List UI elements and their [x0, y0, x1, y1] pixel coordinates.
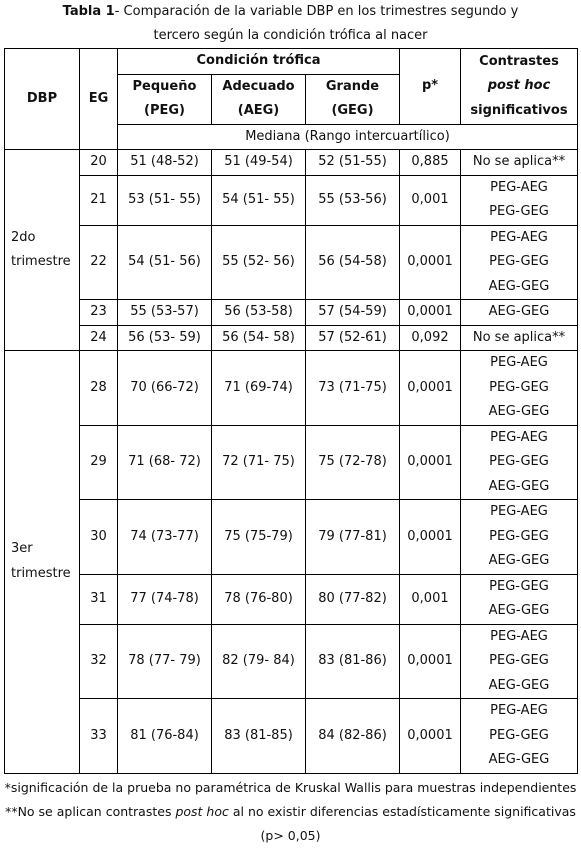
table-row	[5, 574, 578, 624]
footnotes	[0, 776, 581, 848]
header-geg-1: Grande	[325, 78, 380, 94]
table-row	[5, 225, 578, 300]
contraste-item: PEG-AEG	[490, 179, 548, 195]
contraste-item: PEG-GEG	[489, 727, 549, 743]
header-mediana: Mediana (Rango intercuartílico)	[118, 124, 578, 150]
header-aeg-2: (AEG)	[237, 103, 280, 118]
table-row	[5, 624, 578, 699]
table-body	[5, 150, 578, 774]
contraste-item: No se aplica**	[472, 154, 566, 169]
cell-aeg: 55 (52- 56)	[212, 225, 306, 300]
header-contrastes	[461, 49, 578, 125]
footnote-3: (p> 0,05)	[260, 827, 321, 843]
footnote-2-italic: post hoc	[175, 803, 229, 819]
cell-geg: 83 (81-86)	[306, 624, 400, 699]
table-row	[5, 175, 578, 225]
table-row	[5, 351, 578, 426]
group-label-line: 2do	[11, 229, 36, 245]
cell-geg: 56 (54-58)	[306, 225, 400, 300]
table-row	[5, 300, 578, 326]
contraste-item: AEG-GEG	[488, 478, 550, 494]
group-label-line: trimestre	[11, 254, 71, 269]
header-geg	[306, 74, 400, 124]
cell-eg: 33	[80, 699, 118, 774]
cell-aeg: 54 (51- 55)	[212, 175, 306, 225]
cell-eg: 32	[80, 624, 118, 699]
header-contrastes-3: significativos	[470, 102, 568, 118]
contraste-item: PEG-AEG	[490, 504, 548, 519]
table-title	[4, 0, 577, 48]
cell-peg: 81 (76-84)	[118, 699, 212, 774]
cell-p: 0,0001	[400, 225, 461, 300]
contraste-item: AEG-GEG	[488, 677, 550, 693]
cell-p: 0,885	[400, 150, 461, 176]
cell-peg: 56 (53- 59)	[118, 325, 212, 351]
contraste-item: PEG-GEG	[489, 204, 549, 219]
cell-aeg: 75 (75-79)	[212, 500, 306, 575]
table-label: Tabla 1	[62, 4, 115, 19]
cell-contrastes	[461, 425, 578, 500]
cell-geg: 79 (77-81)	[306, 500, 400, 575]
footnote-2-a: **No se aplican contrastes	[5, 803, 176, 819]
header-dbp: DBP	[5, 49, 80, 150]
contraste-item: PEG-AEG	[490, 703, 548, 718]
cell-contrastes	[461, 624, 578, 699]
cell-aeg: 78 (76-80)	[212, 574, 306, 624]
cell-p: 0,0001	[400, 300, 461, 326]
cell-aeg: 71 (69-74)	[212, 351, 306, 426]
table-row	[5, 325, 578, 351]
table-row	[5, 150, 578, 176]
cell-geg: 73 (71-75)	[306, 351, 400, 426]
cell-peg: 77 (74-78)	[118, 574, 212, 624]
cell-aeg: 72 (71- 75)	[212, 425, 306, 500]
cell-eg: 29	[80, 425, 118, 500]
cell-p: 0,0001	[400, 699, 461, 774]
cell-p: 0,001	[400, 175, 461, 225]
cell-aeg: 83 (81-85)	[212, 699, 306, 774]
cell-contrastes	[461, 574, 578, 624]
header-peg-1: Pequeño	[132, 78, 197, 94]
contraste-item: AEG-GEG	[488, 752, 550, 767]
cell-geg: 57 (54-59)	[306, 300, 400, 326]
table-row	[5, 500, 578, 575]
data-table	[4, 48, 578, 774]
cell-peg: 55 (53-57)	[118, 300, 212, 326]
header-peg	[118, 74, 212, 124]
header-p: p*	[400, 49, 461, 125]
footnote-1: *significación de la prueba no paramétrica de Kruskal Wallis para muestras independientes	[4, 779, 577, 795]
contraste-item: PEG-GEG	[489, 653, 549, 668]
header-aeg-1: Adecuado	[222, 78, 295, 94]
header-aeg	[212, 74, 306, 124]
contraste-item: AEG-GEG	[488, 603, 550, 618]
cell-peg: 54 (51- 56)	[118, 225, 212, 300]
cell-contrastes	[461, 351, 578, 426]
cell-eg: 23	[80, 300, 118, 326]
cell-eg: 21	[80, 175, 118, 225]
header-condicion: Condición trófica	[118, 49, 400, 75]
contraste-item: PEG-AEG	[490, 355, 548, 370]
title-text-1: - Comparación de la variable DBP en los trimestres segundo y	[114, 4, 519, 19]
cell-p: 0,0001	[400, 500, 461, 575]
cell-p: 0,092	[400, 325, 461, 351]
header-geg-2: (GEG)	[331, 103, 374, 118]
cell-contrastes	[461, 325, 578, 351]
contraste-item: AEG-GEG	[488, 404, 550, 419]
group-label	[5, 150, 80, 351]
cell-peg: 71 (68- 72)	[118, 425, 212, 500]
contraste-item: PEG-GEG	[489, 454, 549, 469]
header-eg: EG	[80, 49, 118, 150]
cell-peg: 53 (51- 55)	[118, 175, 212, 225]
title-text-2: tercero según la condición trófica al nacer	[153, 28, 428, 43]
cell-peg: 70 (66-72)	[118, 351, 212, 426]
contraste-item: No se aplica**	[472, 329, 566, 345]
cell-eg: 22	[80, 225, 118, 300]
contraste-item: PEG-AEG	[490, 628, 548, 644]
contraste-item: PEG-GEG	[489, 578, 549, 594]
contraste-item: AEG-GEG	[488, 553, 550, 568]
cell-geg: 75 (72-78)	[306, 425, 400, 500]
cell-p: 0,0001	[400, 425, 461, 500]
footnote-2-b: al no existir diferencias estadísticamente significativas	[228, 803, 576, 819]
cell-contrastes	[461, 225, 578, 300]
cell-eg: 28	[80, 351, 118, 426]
header-peg-2: (PEG)	[144, 103, 185, 118]
group-label	[5, 351, 80, 774]
cell-geg: 80 (77-82)	[306, 574, 400, 624]
cell-contrastes	[461, 300, 578, 326]
cell-aeg: 51 (49-54)	[212, 150, 306, 176]
contraste-item: PEG-GEG	[489, 528, 549, 544]
table-row	[5, 425, 578, 500]
cell-p: 0,0001	[400, 351, 461, 426]
cell-eg: 31	[80, 574, 118, 624]
cell-p: 0,001	[400, 574, 461, 624]
contraste-item: PEG-GEG	[489, 254, 549, 269]
cell-aeg: 56 (53-58)	[212, 300, 306, 326]
cell-aeg: 82 (79- 84)	[212, 624, 306, 699]
table-row	[5, 699, 578, 774]
contraste-item: AEG-GEG	[488, 278, 550, 294]
cell-p: 0,0001	[400, 624, 461, 699]
group-label-line: trimestre	[11, 565, 71, 581]
cell-contrastes	[461, 699, 578, 774]
cell-contrastes	[461, 175, 578, 225]
cell-peg: 74 (73-77)	[118, 500, 212, 575]
cell-aeg: 56 (54- 58)	[212, 325, 306, 351]
contraste-item: PEG-GEG	[489, 379, 549, 395]
cell-peg: 51 (48-52)	[118, 150, 212, 176]
header-contrastes-1: Contrastes	[479, 53, 559, 69]
cell-contrastes	[461, 150, 578, 176]
cell-geg: 57 (52-61)	[306, 325, 400, 351]
cell-geg: 84 (82-86)	[306, 699, 400, 774]
cell-contrastes	[461, 500, 578, 575]
cell-eg: 30	[80, 500, 118, 575]
contraste-item: AEG-GEG	[488, 304, 550, 319]
group-label-line: 3er	[11, 541, 33, 557]
footnote-2	[0, 800, 581, 824]
cell-eg: 24	[80, 325, 118, 351]
cell-geg: 55 (53-56)	[306, 175, 400, 225]
cell-geg: 52 (51-55)	[306, 150, 400, 176]
contraste-item: PEG-AEG	[490, 429, 548, 445]
cell-peg: 78 (77- 79)	[118, 624, 212, 699]
header-contrastes-2: post hoc	[487, 78, 551, 93]
cell-eg: 20	[80, 150, 118, 176]
contraste-item: PEG-AEG	[490, 229, 548, 245]
